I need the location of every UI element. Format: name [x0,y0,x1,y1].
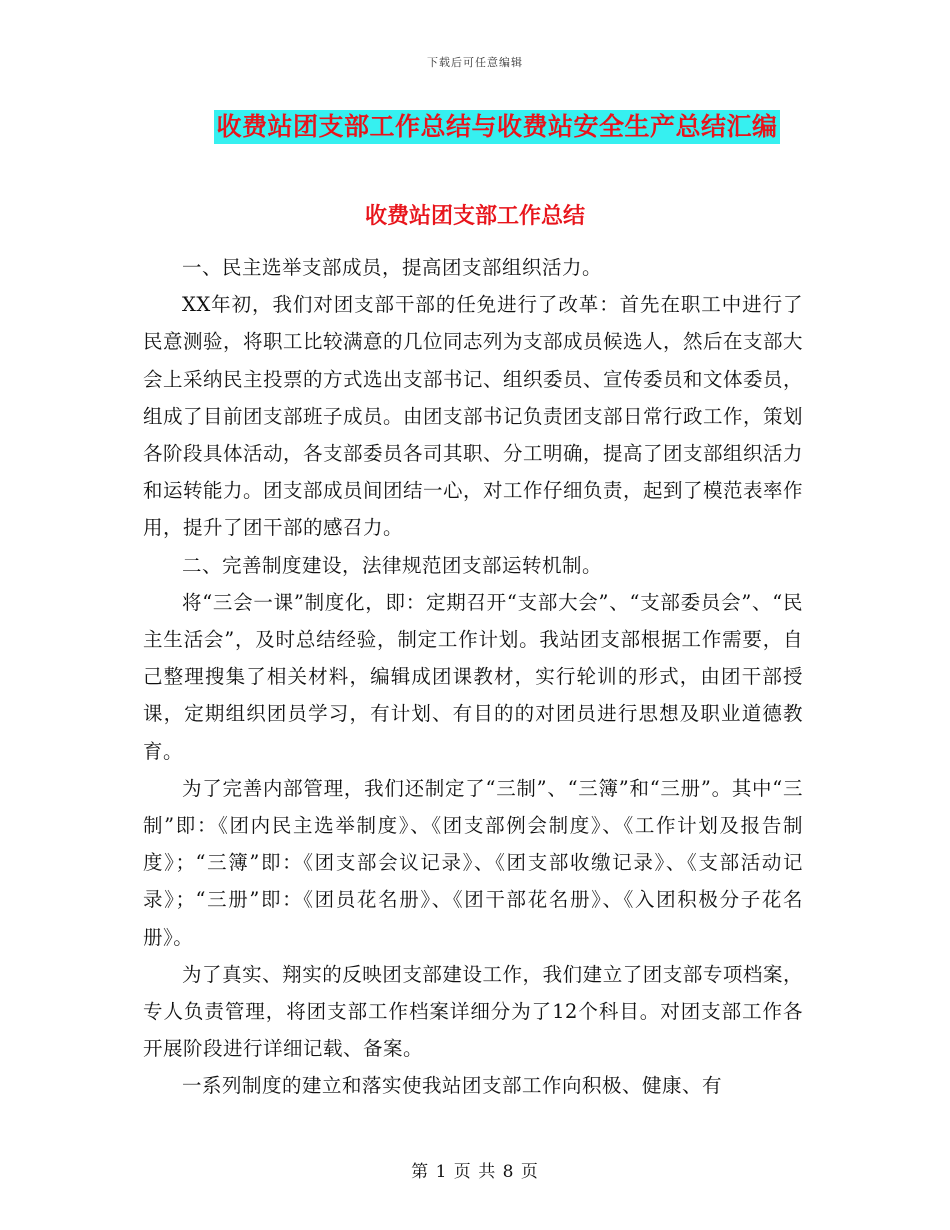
header-note: 下载后可任意编辑 [427,56,523,69]
main-title-wrap [0,110,950,144]
paragraph: 为了真实、翔实的反映团支部建设工作，我们建立了团支部专项档案，专人负责管理，将团支部工作档案详细分为了12个科目。对团支部工作各开展阶段进行详细记载、备案。 [143,962,803,1061]
paragraph: 为了完善内部管理，我们还制定了“三制”、“三簿”和“三册”。其中“三制”即：《团内民主选举制度》、《团支部例会制度》、《工作计划及报告制度》；“三簿”即：《团支部会议记录》、《团支部收缴记录》、《支部活动记录》；“三册”即：《团员花名册》、《团干部花名册》、《入团积极分子花名册》。 [143,776,803,949]
section-title: 收费站团支部工作总结 [364,204,585,229]
page-number: 第 1 页 共 8 页 [411,1162,539,1182]
paragraph: XX年初，我们对团支部干部的任免进行了改革：首先在职工中进行了民意测验，将职工比较满意的几位同志列为支部成员候选人，然后在支部大会上采纳民主投票的方式选出支部书记、组织委员、宣传委员和文体委员，组成了目前团支部班子成员。由团支部书记负责团支部日常行政工作，策划各阶段具体活动，各支部委员各司其职、分工明确，提高了团支部组织活力和运转能力。团支部成员间团结一心，对工作仔细负责，起到了模范表率作用，提升了团干部的感召力。 [143,293,804,540]
paragraph: 一系列制度的建立和落实使我站团支部工作向积极、健康、有 [182,1074,723,1098]
paragraph: 一、民主选举支部成员，提高团支部组织活力。 [182,256,603,279]
main-title: 收费站团支部工作总结与收费站安全生产总结汇编 [214,110,779,144]
paragraph: 二、完善制度建设，法律规范团支部运转机制。 [182,553,603,577]
paragraph: 将“三会一课”制度化，即：定期召开“支部大会”、“支部委员会”、“民主生活会”，及时总结经验，制定工作计划。我站团支部根据工作需要，自己整理搜集了相关材料，编辑成团课教材，实行轮训的形式，由团干部授课，定期组织团员学习，有计划、有目的的对团员进行思想及职业道德教育。 [143,590,803,763]
body-text [143,249,803,1105]
